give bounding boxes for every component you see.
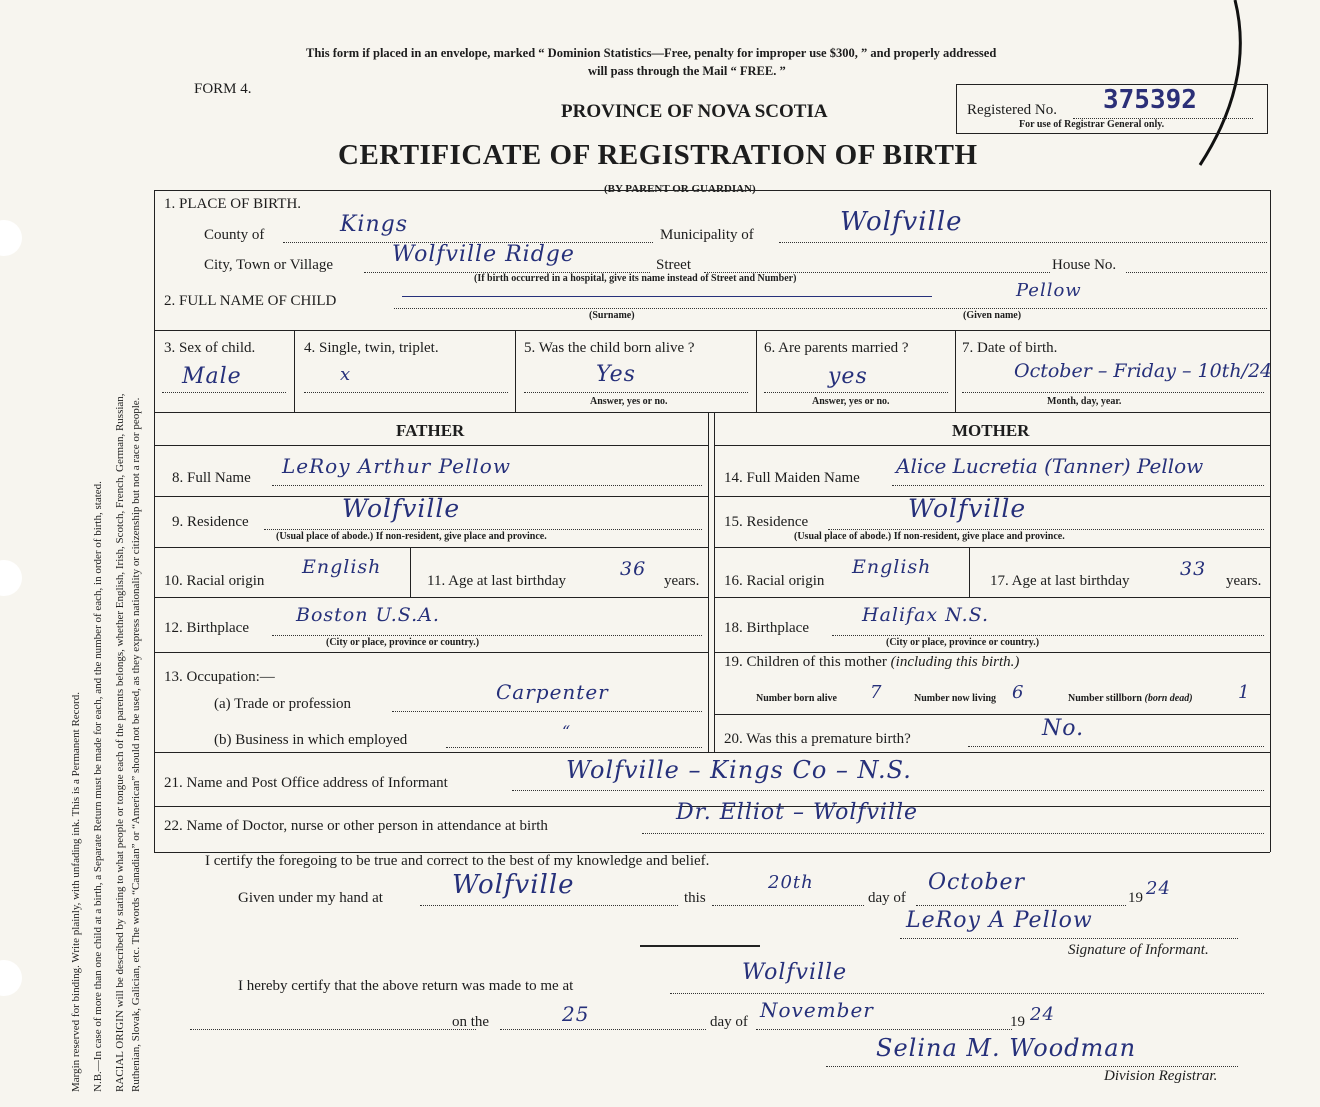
single-label: 4. Single, twin, triplet. — [304, 340, 439, 356]
informant-signature: LeRoy A Pellow — [906, 908, 1093, 933]
given-place: Wolfville — [452, 870, 575, 900]
father-birthplace-label: 12. Birthplace — [164, 620, 249, 636]
day-of-label: day of — [868, 890, 906, 906]
signature-caption: Signature of Informant. — [1068, 942, 1209, 958]
binding-hole — [0, 960, 22, 996]
divider — [640, 945, 760, 947]
surname-value: Pellow — [1016, 280, 1082, 301]
alive-value: Yes — [596, 362, 636, 387]
mother-birthplace-label: 18. Birthplace — [724, 620, 809, 636]
province-heading: PROVINCE OF NOVA SCOTIA — [561, 101, 828, 122]
mother-age-value: 33 — [1180, 558, 1207, 580]
occupation-label: 13. Occupation:— — [164, 669, 275, 685]
mother-racial-value: English — [852, 556, 932, 578]
given-day: 20th — [768, 872, 814, 893]
registrar-note: For use of Registrar General only. — [1019, 119, 1165, 130]
doctor-value: Dr. Elliot – Wolfville — [676, 800, 919, 825]
mother-name-value: Alice Lucretia (Tanner) Pellow — [896, 454, 1204, 478]
form-number: FORM 4. — [194, 81, 252, 97]
subtitle: (BY PARENT OR GUARDIAN) — [604, 183, 756, 195]
mother-residence-value: Wolfville — [908, 494, 1027, 523]
binding-hole — [0, 220, 22, 256]
street-note: (If birth occurred in a hospital, give its name instead of Street and Number) — [474, 273, 797, 284]
page-title: CERTIFICATE OF REGISTRATION OF BIRTH — [338, 139, 978, 171]
alive-label: 5. Was the child born alive ? — [524, 340, 695, 356]
registrar-signature: Selina M. Woodman — [876, 1034, 1137, 1062]
return-month: November — [760, 998, 874, 1022]
father-birthplace-value: Boston U.S.A. — [296, 604, 440, 626]
father-residence-label: 9. Residence — [172, 514, 249, 530]
father-birthplace-caption: (City or place, province or country.) — [326, 637, 480, 648]
born-alive-value: 7 — [870, 682, 883, 703]
return-day-of: day of — [710, 1014, 748, 1030]
return-day: 25 — [562, 1002, 590, 1026]
street-label: Street — [656, 257, 691, 273]
given-caption: (Given name) — [963, 310, 1022, 321]
father-heading: FATHER — [396, 421, 465, 440]
trade-label: (a) Trade or profession — [214, 696, 352, 712]
return-year: 24 — [1030, 1004, 1055, 1025]
father-age-value: 36 — [620, 558, 647, 580]
father-name-value: LeRoy Arthur Pellow — [282, 454, 511, 478]
informant-value: Wolfville – Kings Co – N.S. — [566, 756, 912, 784]
father-racial-label: 10. Racial origin — [164, 573, 265, 589]
mother-name-label: 14. Full Maiden Name — [724, 470, 860, 486]
given-year: 24 — [1146, 878, 1171, 899]
mother-racial-label: 16. Racial origin — [724, 573, 825, 589]
informant-label: 21. Name and Post Office address of Informant — [164, 775, 448, 791]
margin-note: Margin reserved for binding. Write plainly, with unfading ink. This is a Permanent Record. — [70, 692, 82, 1092]
certify-statement: I certify the foregoing to be true and correct to the best of my knowledge and belief. — [205, 853, 710, 869]
municipality-label: Municipality of — [660, 227, 754, 243]
married-value: yes — [828, 364, 868, 389]
mother-heading: MOTHER — [952, 421, 1030, 440]
sex-value: Male — [182, 364, 242, 389]
city-value: Wolfville Ridge — [392, 242, 575, 267]
single-value: x — [340, 364, 352, 385]
father-name-label: 8. Full Name — [172, 470, 251, 486]
married-label: 6. Are parents married ? — [764, 340, 909, 356]
frame-top — [154, 190, 1270, 191]
business-label: (b) Business in which employed — [214, 732, 408, 748]
given-month: October — [928, 870, 1026, 895]
mother-age-label: 17. Age at last birthday — [990, 573, 1130, 589]
sex-label: 3. Sex of child. — [164, 340, 256, 356]
mother-birthplace-caption: (City or place, province or country.) — [886, 637, 1040, 648]
binding-hole — [0, 560, 22, 596]
return-place: Wolfville — [742, 960, 848, 985]
born-alive-label: Number born alive — [756, 693, 837, 704]
child-name-label: 2. FULL NAME OF CHILD — [164, 293, 337, 309]
doctor-label: 22. Name of Doctor, nurse or other person in attendance at birth — [164, 818, 548, 834]
mother-birthplace-value: Halifax N.S. — [862, 604, 989, 626]
now-living-label: Number now living — [914, 693, 997, 704]
registration-box — [956, 84, 1268, 134]
given-label: Given under my hand at — [238, 890, 383, 906]
margin-note: Ruthenian, Slovak, Galician, etc. The words “Canadian” or “American” should not be used, as they express nationality or citizenship but not a race or people. — [130, 397, 142, 1092]
frame-right — [1270, 190, 1271, 852]
year-prefix: 19 — [1128, 890, 1143, 906]
married-caption: Answer, yes or no. — [812, 396, 890, 407]
registrar-caption: Division Registrar. — [1104, 1068, 1218, 1084]
dob-caption: Month, day, year. — [1047, 396, 1122, 407]
premature-value: No. — [1042, 716, 1085, 741]
registered-number: 375392 — [1103, 85, 1197, 115]
premature-label: 20. Was this a premature birth? — [724, 731, 911, 747]
registered-label: Registered No. — [967, 102, 1057, 118]
surname-caption: (Surname) — [589, 310, 635, 321]
children-label: 19. Children of this mother (including this birth.) — [724, 654, 1020, 670]
margin-note: RACIAL ORIGIN will be described by stating to what people or tongue each of the parents belongs, whether English, Irish, Scotch, French, German, Russian, — [114, 393, 126, 1092]
father-age-label: 11. Age at last birthday — [427, 573, 566, 589]
dob-label: 7. Date of birth. — [962, 340, 1058, 356]
business-value: “ — [562, 722, 572, 741]
municipality-value: Wolfville — [840, 207, 963, 237]
city-label: City, Town or Village — [204, 257, 334, 273]
alive-caption: Answer, yes or no. — [590, 396, 668, 407]
house-label: House No. — [1052, 257, 1117, 273]
father-racial-value: English — [302, 556, 382, 578]
place-label: 1. PLACE OF BIRTH. — [164, 196, 302, 212]
margin-note: N.B.—In case of more than one child at a birth, a Separate Return must be made for each, and the number of each, in order of birth, stated. — [92, 481, 104, 1092]
county-value: Kings — [340, 212, 409, 237]
stillborn-value: 1 — [1238, 682, 1251, 703]
mail-notice: This form if placed in an envelope, marked “ Dominion Statistics—Free, penalty for improper use $300, ” and properly addressed — [306, 46, 997, 60]
now-living-value: 6 — [1012, 682, 1025, 703]
father-age-suffix: years. — [664, 573, 700, 589]
father-residence-value: Wolfville — [342, 494, 461, 523]
mother-residence-caption: (Usual place of abode.) If non-resident, give place and province. — [794, 531, 1065, 542]
stillborn-label: Number stillborn (born dead) — [1068, 693, 1193, 704]
surname-stroke — [402, 296, 932, 297]
this-label: this — [684, 890, 706, 906]
on-the-label: on the — [452, 1014, 490, 1030]
return-statement: I hereby certify that the above return was made to me at — [238, 978, 574, 994]
father-residence-caption: (Usual place of abode.) If non-resident, give place and province. — [276, 531, 547, 542]
return-year-prefix: 19 — [1010, 1014, 1025, 1030]
mail-notice-2: will pass through the Mail “ FREE. ” — [588, 64, 786, 78]
trade-value: Carpenter — [496, 680, 609, 704]
dob-value: October – Friday – 10th/24 — [1014, 360, 1273, 382]
county-label: County of — [204, 227, 265, 243]
mother-age-suffix: years. — [1226, 573, 1262, 589]
mother-residence-label: 15. Residence — [724, 514, 809, 530]
